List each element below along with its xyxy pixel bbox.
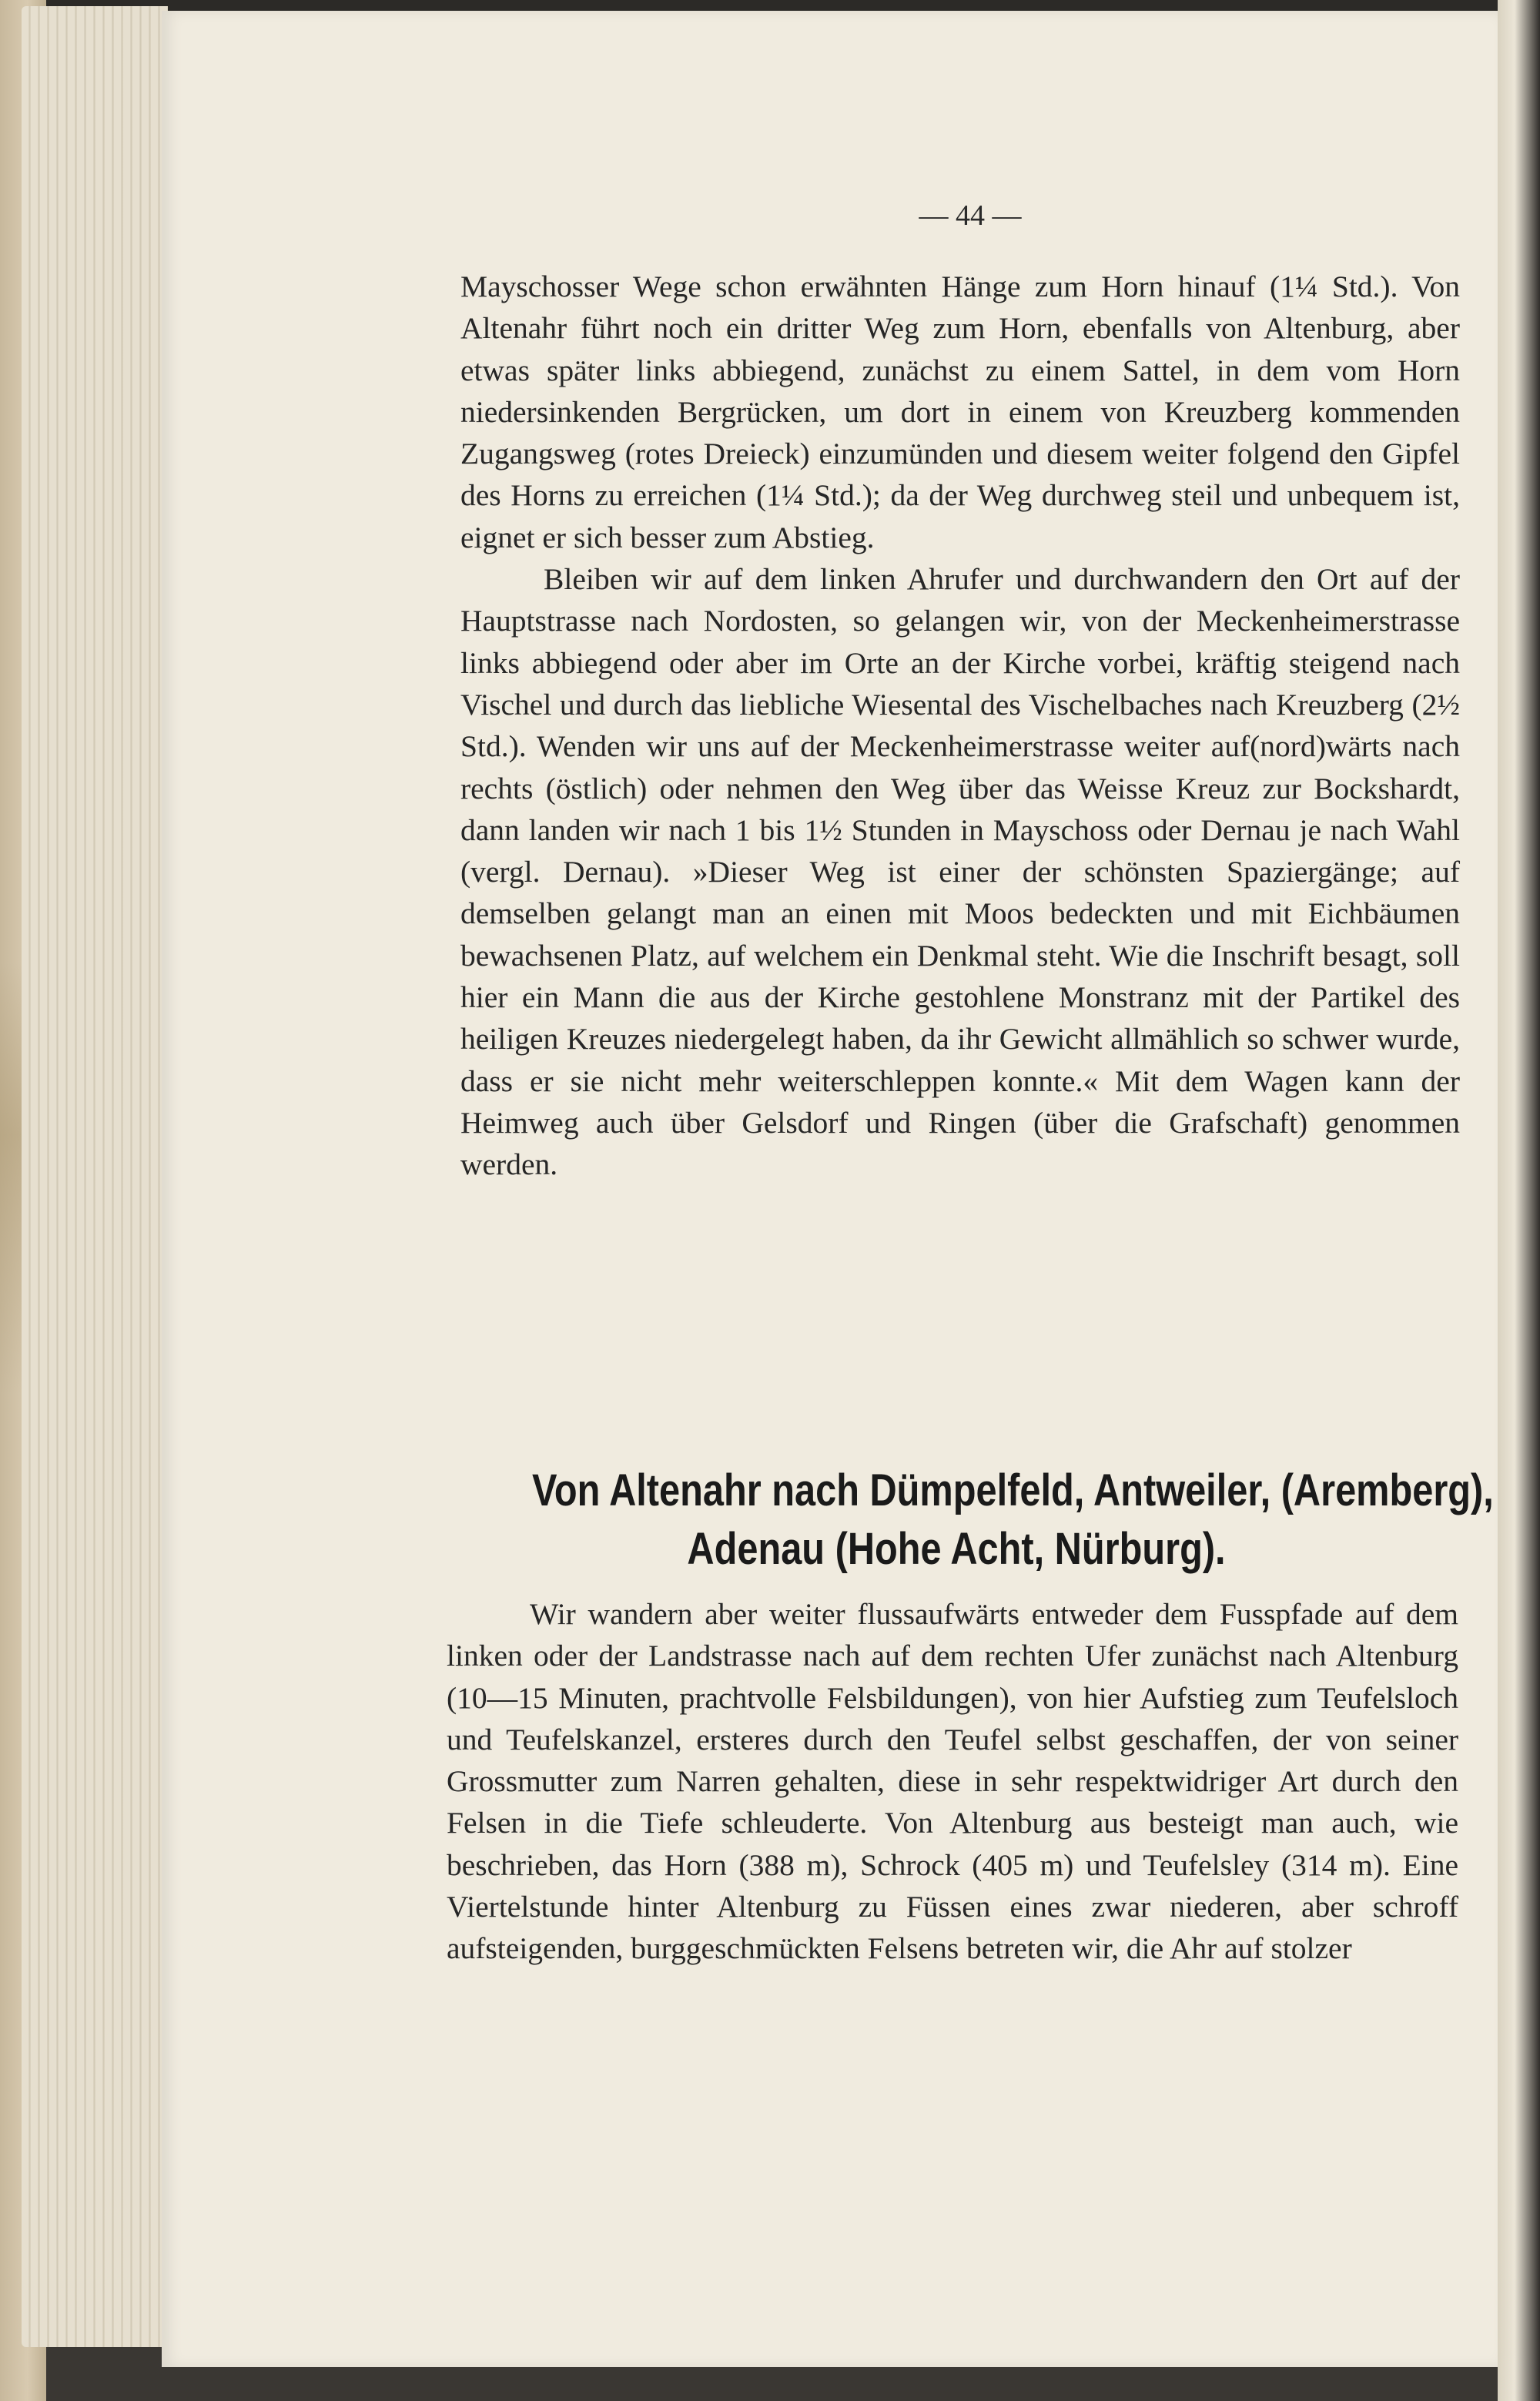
text-section-1 <box>460 266 1460 1186</box>
book-page-edges <box>22 6 168 2347</box>
scan-top-border <box>0 0 1540 11</box>
book-gutter <box>1498 0 1540 2401</box>
section-heading-line-2: Adenau (Hohe Acht, Nürburg). <box>687 1524 1226 1574</box>
paragraph-2: Bleiben wir auf dem linken Ahrufer und durchwandern den Ort auf der Hauptstrasse nach Nordosten, so gelangen wir, von der Meckenheimerstrasse links abbiegend oder aber im Orte an der Kirche vorbei, kräftig steigend nach Vischel und durch das liebliche Wiesental des Vischelbaches nach Kreuzberg (2½ Std.). Wenden wir uns auf der Meckenheimerstrasse weiter auf(nord)wärts nach rechts (östlich) oder nehmen den Weg über das Weisse Kreuz zur Bockshardt, dann landen wir nach 1 bis 1½ Stunden in Mayschoss oder Dernau je nach Wahl (vergl. Dernau). »Dieser Weg ist einer der schönsten Spaziergänge; auf demselben gelangt man an einen mit Moos bedeckten und mit Eichbäumen bewachsenen Platz, auf welchem ein Denkmal steht. Wie die Inschrift besagt, soll hier ein Mann die aus der Kirche gestohlene Monstranz mit der Partikel des heiligen Kreuzes niedergelegt haben, da ihr Gewicht allmählich so schwer wurde, dass er sie nicht mehr weiterschleppen konnte.« Mit dem Wagen kann der Heimweg auch über Gelsdorf und Ringen (über die Grafschaft) genommen werden. <box>460 562 1460 1182</box>
section-heading-line-1: Von Altenahr nach Dümpelfeld, Antweiler, (Aremberg), <box>531 1465 1494 1515</box>
paragraph-1: Mayschosser Wege schon erwähnten Hänge zum Horn hinauf (1¼ Std.). Von Altenahr führt noch ein dritter Weg zum Horn, ebenfalls von Altenburg, aber etwas später links abbiegend, zunächst zu einem Sattel, in dem vom Horn niedersinkenden Bergrücken, um dort in einem von Kreuzberg kommenden Zugangsweg (rotes Dreieck) einzumünden und diesem weiter folgend den Gipfel des Horns zu erreichen (1¼ Std.); da der Weg durchweg steil und unbequem ist, eignet er sich besser zum Abstieg. <box>460 270 1460 554</box>
paragraph-3: Wir wandern aber weiter flussaufwärts entweder dem Fusspfade auf dem linken oder der Landstrasse nach auf dem rechten Ufer zunächst nach Altenburg (10—15 Minuten, prachtvolle Felsbildungen), von hier Aufstieg zum Teufelsloch und Teufelskanzel, ersteres durch den Teufel selbst geschaffen, der von seiner Grossmutter zum Narren gehalten, diese in sehr respektwidriger Art durch den Felsen in die Tiefe schleuderte. Von Altenburg aus besteigt man auch, wie beschrieben, das Horn (388 m), Schrock (405 m) und Teufelsley (314 m). Eine Viertelstunde hinter Altenburg zu Füssen eines zwar niederen, aber schroff aufsteigenden, burggeschmückten Felsens betreten wir, die Ahr auf stolzer <box>447 1597 1458 1966</box>
page-number: — 44 — <box>919 199 1022 232</box>
text-section-2 <box>447 1593 1458 1970</box>
section-heading <box>531 1462 1494 1579</box>
